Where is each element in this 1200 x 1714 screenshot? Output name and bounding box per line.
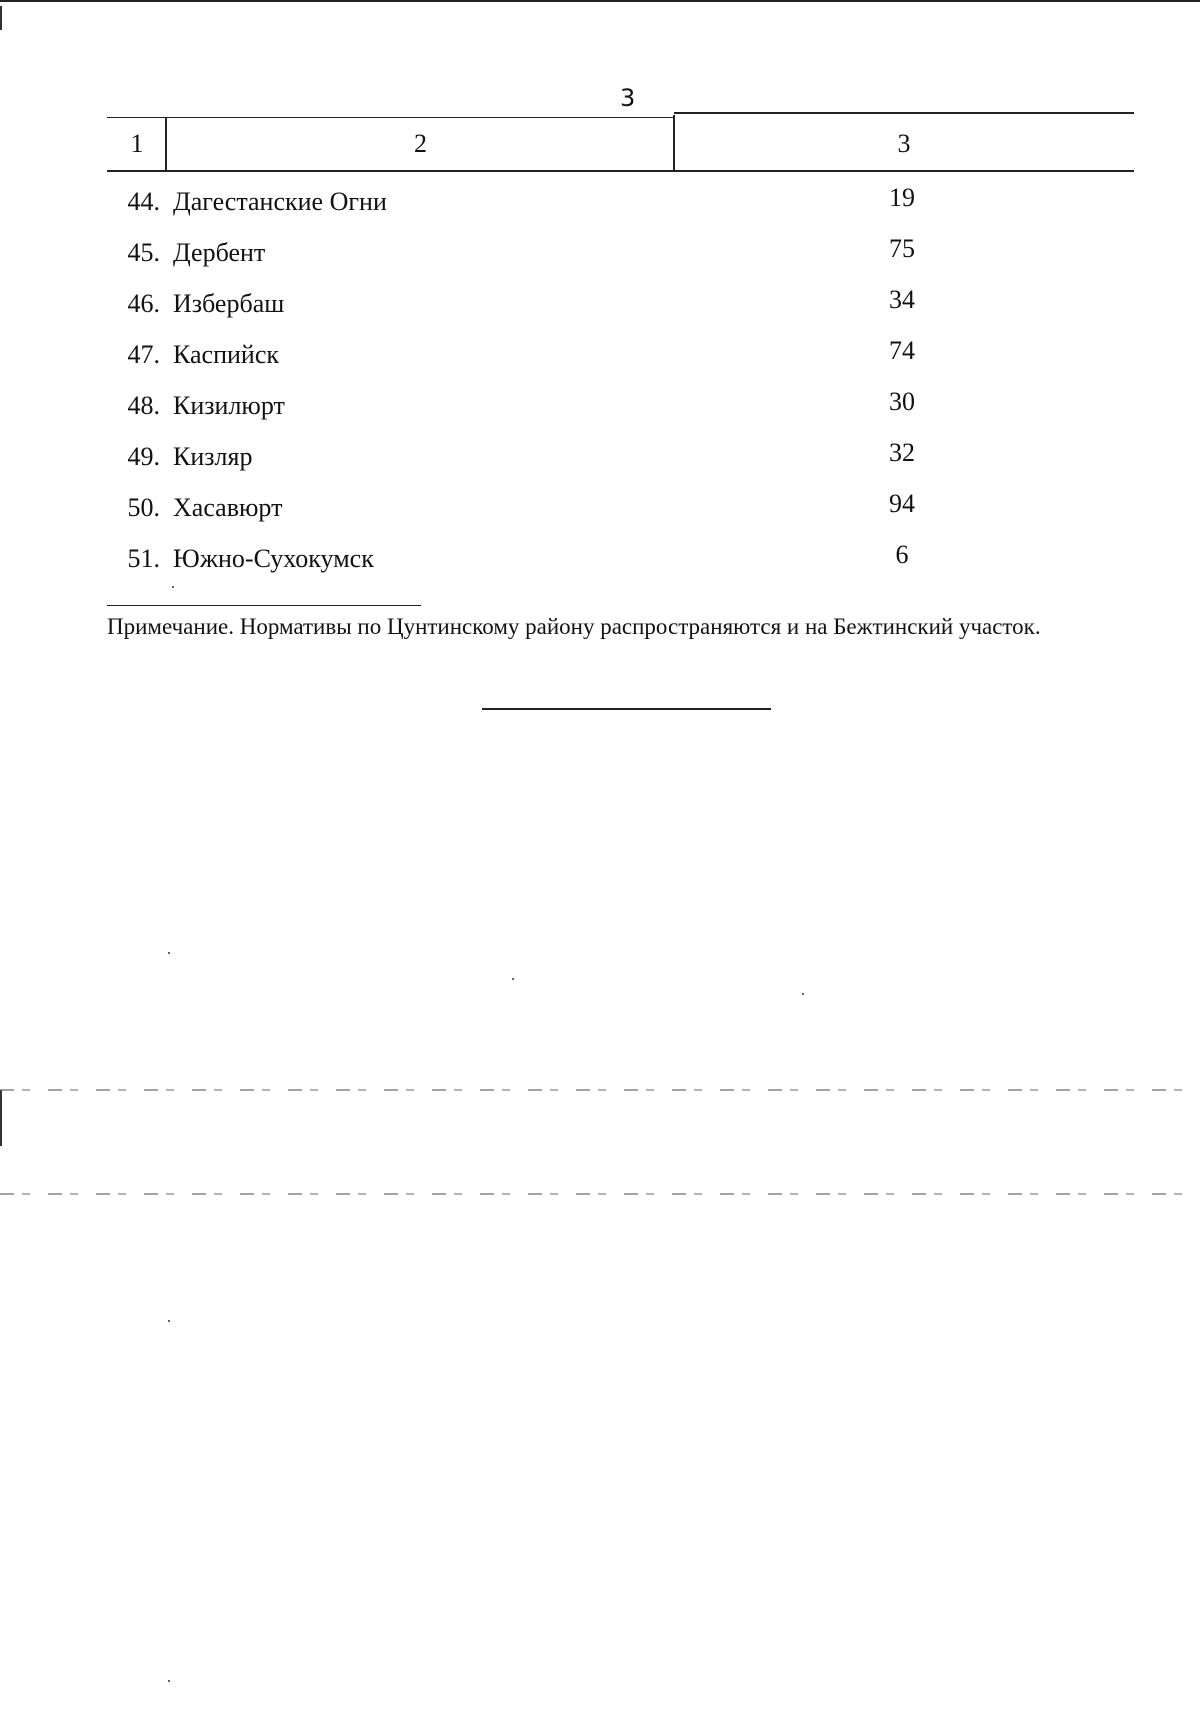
column-divider <box>673 115 675 172</box>
scan-speck <box>512 978 514 980</box>
scan-edge-mark <box>0 6 2 30</box>
table-body <box>0 182 1200 590</box>
scan-speck <box>168 1320 170 1322</box>
table-row <box>0 386 1200 437</box>
table-row <box>0 437 1200 488</box>
table-row <box>0 182 1200 233</box>
column-header-3: 3 <box>897 129 911 158</box>
row-value: 75 <box>889 234 915 263</box>
row-name: Хасавюрт <box>173 493 283 522</box>
table-row <box>0 488 1200 539</box>
scan-noise <box>0 1193 1185 1195</box>
column-header-1: 1 <box>130 129 144 158</box>
table-row <box>0 284 1200 335</box>
row-name: Дербент <box>173 238 266 267</box>
row-name: Кизляр <box>173 442 253 471</box>
page-number: 3 <box>620 84 636 112</box>
footnote-rule <box>107 605 421 606</box>
scan-speck <box>172 586 174 588</box>
row-number: 49. <box>127 442 160 471</box>
row-value: 94 <box>889 489 915 518</box>
row-number: 47. <box>127 340 160 369</box>
row-name: Южно-Сухокумск <box>173 544 374 573</box>
row-number: 50. <box>127 493 160 522</box>
scan-speck <box>168 952 170 954</box>
row-name: Кизилюрт <box>173 391 285 420</box>
row-value: 19 <box>889 183 915 212</box>
row-number: 48. <box>127 391 160 420</box>
table-rule <box>107 170 1134 172</box>
row-value: 32 <box>889 438 915 467</box>
end-rule <box>482 708 771 710</box>
row-value: 6 <box>895 540 909 569</box>
row-number: 46. <box>127 289 160 318</box>
row-value: 74 <box>889 336 915 365</box>
row-value: 30 <box>889 387 915 416</box>
scan-noise <box>0 1089 1185 1091</box>
scan-speck <box>802 993 804 995</box>
table-rule <box>107 117 674 118</box>
row-value: 34 <box>889 285 915 314</box>
scan-speck <box>168 1680 170 1682</box>
column-header-2: 2 <box>414 129 427 158</box>
table-row <box>0 335 1200 386</box>
scan-edge-mark <box>0 1090 2 1146</box>
row-name: Дагестанские Огни <box>173 187 387 216</box>
scan-edge-line <box>0 0 1200 2</box>
table-rule <box>674 112 1134 114</box>
row-number: 51. <box>127 544 160 573</box>
column-divider <box>165 117 167 172</box>
footnote-text: Примечание. Нормативы по Цунтинскому району распространяются и на Бежтинский участок. <box>107 614 1041 639</box>
row-name: Каспийск <box>173 340 279 369</box>
row-number: 45. <box>127 238 160 267</box>
table-row <box>0 233 1200 284</box>
row-number: 44. <box>127 187 160 216</box>
table-row <box>0 539 1200 590</box>
row-name: Избербаш <box>173 289 285 318</box>
